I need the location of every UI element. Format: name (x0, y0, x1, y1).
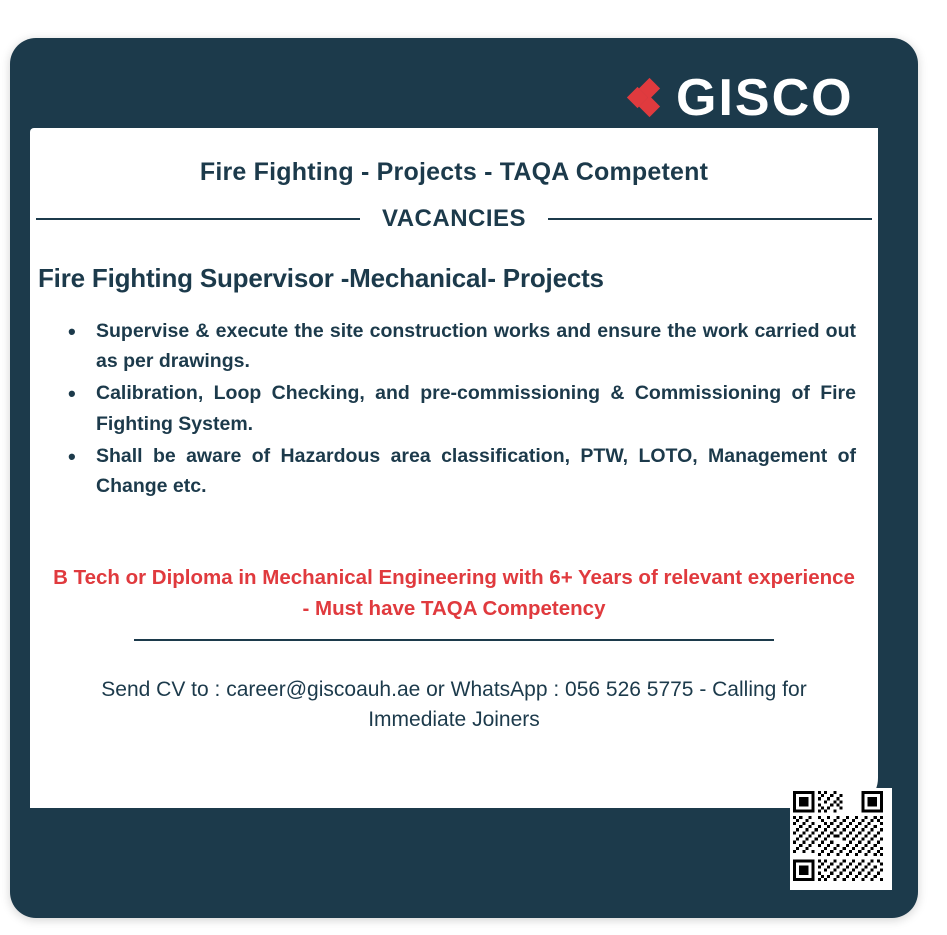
page-title: Fire Fighting - Projects - TAQA Competent (199, 158, 709, 186)
requirement-text: B Tech or Diploma in Mechanical Engineering with 6+ Years of relevant experience - Must have TAQA Competency (53, 566, 855, 621)
vacancies-label: VACANCIES (381, 205, 527, 232)
rule-left (36, 218, 360, 220)
responsibilities-list (58, 316, 856, 501)
vacancies-header (30, 205, 878, 233)
role-title: Fire Fighting Supervisor -Mechanical- Projects (38, 263, 604, 293)
qr-code-icon (793, 791, 883, 881)
qr-code[interactable] (790, 788, 892, 890)
list-item: • Calibration, Loop Checking, and pre-commissioning & Commissioning of Fire Fighting System. (58, 378, 856, 438)
rule-right (548, 218, 872, 220)
list-item: • Shall be aware of Hazardous area classification, PTW, LOTO, Management of Change etc. (58, 441, 856, 501)
contact-text: Send CV to : career@giscoauh.ae or WhatsApp : 056 526 5775 - Calling for Immediate Joiners (101, 677, 807, 732)
brand-name: GISCO (676, 69, 854, 127)
job-poster (10, 38, 918, 918)
content-card (30, 128, 878, 808)
list-item: • Supervise & execute the site construction works and ensure the work carried out as per drawings. (58, 316, 856, 376)
requirement-divider (134, 639, 774, 641)
diamond-cluster-icon (630, 78, 664, 118)
